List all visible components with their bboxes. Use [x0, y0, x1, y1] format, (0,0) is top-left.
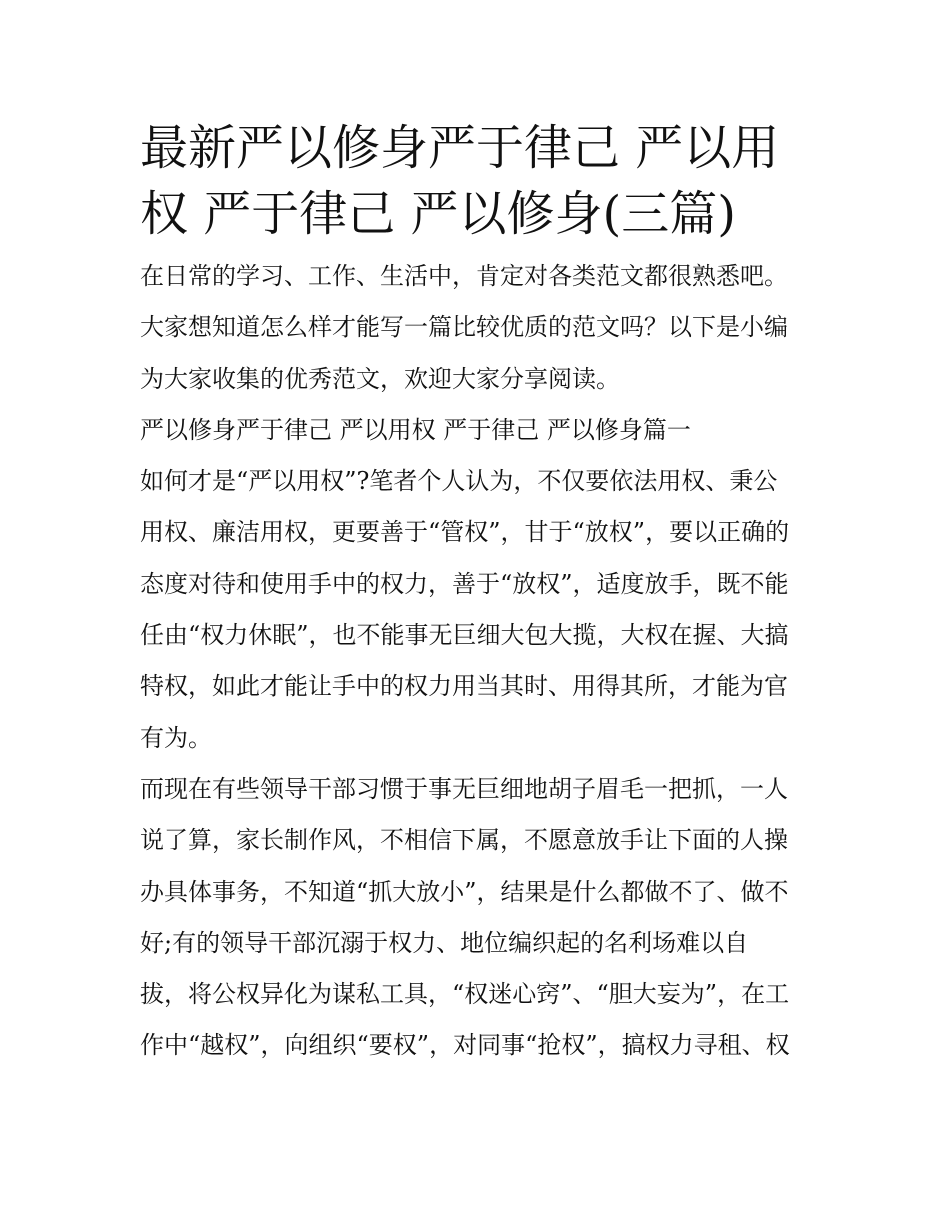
body-line: 好;有的领导干部沉溺于权力、地位编织起的名利场难以自 — [140, 928, 749, 957]
document-page — [140, 0, 812, 1072]
body-line: 特权，如此才能让手中的权力用当其时、用得其所，才能为官 — [140, 672, 788, 701]
document-body — [140, 251, 812, 1072]
body-line: 在日常的学习、工作、生活中，肯定对各类范文都很熟悉吧。 — [140, 262, 788, 290]
body-line: 拔，将公权异化为谋私工具，“权迷心窍”、“胆大妄为”，在工 — [140, 980, 790, 1009]
body-line: 为大家收集的优秀范文，欢迎大家分享阅读。 — [140, 364, 620, 393]
body-line: 有为。 — [140, 723, 212, 752]
body-line: 如何才是“严以用权”?笔者个人认为，不仅要依法用权、秉公 — [140, 467, 778, 496]
body-line: 办具体事务，不知道“抓大放小”，结果是什么都做不了、做不 — [140, 877, 789, 906]
title-line: 最新严以修身严于律己 严以用 — [140, 120, 780, 176]
body-line: 大家想知道怎么样才能写一篇比较优质的范文吗？以下是小编 — [140, 313, 788, 342]
body-line: 作中“越权”，向组织“要权”，对同事“抢权”，搞权力寻租、权 — [140, 1031, 790, 1060]
body-line: 而现在有些领导干部习惯于事无巨细地胡子眉毛一把抓，一人 — [140, 774, 788, 803]
section-heading: 严以修身严于律己 严以用权 严于律己 严以修身篇一 — [140, 415, 691, 444]
document-title — [140, 0, 812, 244]
title-line: 权 严于律己 严以修身(三篇) — [140, 186, 736, 242]
body-line: 说了算，家长制作风，不相信下属，不愿意放手让下面的人操 — [140, 826, 788, 855]
body-line: 用权、廉洁用权，更要善于“管权”，甘于“放权”，要以正确的 — [140, 518, 790, 547]
body-line: 任由“权力休眠”，也不能事无巨细大包大揽，大权在握、大搞 — [140, 621, 789, 650]
body-line: 态度对待和使用手中的权力，善于“放权”，适度放手，既不能 — [140, 569, 789, 598]
